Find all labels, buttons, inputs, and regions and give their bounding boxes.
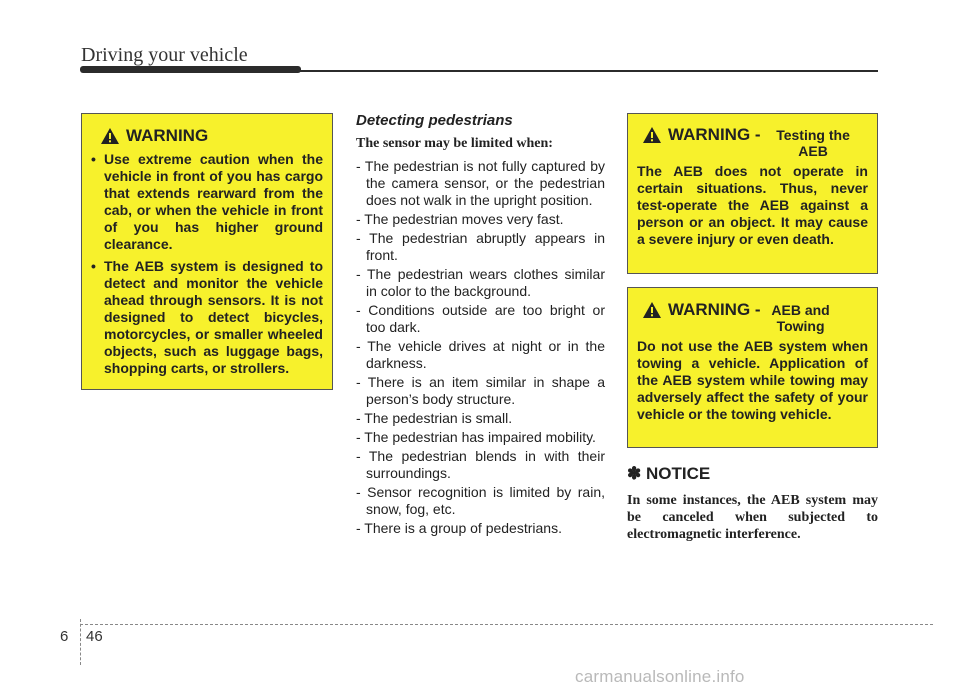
list-item: - The pedestrian is small. — [356, 410, 513, 426]
watermark-text: carmanualsonline.info — [575, 667, 745, 686]
warning-text: Do not use the AEB system when towing a vehicle. Application of the AEB system while towing may adversely affect the safety of your vehicle or the towing vehicle. — [637, 338, 868, 422]
warning-heading — [637, 125, 868, 159]
list-item: - The pedestrian blends in with their surroundings. — [356, 448, 605, 481]
list-item: - There is an item similar in shape a person’s body structure. — [356, 374, 605, 407]
warning-box-testing-aeb — [627, 113, 878, 274]
warning-triangle-icon — [642, 126, 662, 144]
warning-subheading: AEB and Towing — [771, 302, 830, 334]
list-item: - The pedestrian is not fully captured by the camera sensor, or the pedestrian does not walk in the upright position. — [356, 158, 605, 208]
list-item: - There is a group of pedestrians. — [356, 520, 562, 536]
list-item: - Sensor recognition is limited by rain, snow, fog, etc. — [356, 484, 605, 517]
chapter-number: 6 — [60, 628, 69, 645]
warning-box-towing — [627, 287, 878, 448]
list-item: - The pedestrian moves very fast. — [356, 211, 564, 227]
section-title: Detecting pedestrians — [356, 112, 513, 129]
warning-label: WARNING — [126, 126, 209, 145]
warning-heading — [637, 300, 868, 334]
warning-text: The AEB does not operate in certain situations. Thus, never test-operate the AEB against a person or an object. It may cause a severe injury or even death. — [637, 163, 868, 247]
warning-heading — [91, 126, 323, 146]
notice-text: In some instances, the AEB system may be canceled when subjected to electromagnetic interference. — [627, 493, 878, 542]
list-item: - Conditions outside are too bright or too dark. — [356, 302, 605, 335]
notice-section — [627, 464, 878, 543]
limitation-list — [356, 158, 605, 537]
header-rule-thick — [80, 66, 301, 73]
warning-label: WARNING - — [668, 300, 761, 319]
warning-bullet-list — [91, 151, 323, 377]
warning-label: WARNING - — [668, 125, 761, 144]
page-header-title: Driving your vehicle — [81, 44, 248, 66]
detecting-pedestrians-section — [356, 112, 605, 539]
section-intro: The sensor may be limited when: — [356, 136, 553, 151]
list-item: - The pedestrian abruptly appears in front. — [356, 230, 605, 263]
warning-subheading: Testing the AEB — [776, 127, 850, 159]
warning-triangle-icon — [642, 301, 662, 319]
notice-heading — [627, 464, 878, 484]
page-number: 46 — [86, 628, 103, 645]
warning-bullet: • The AEB system is designed to detect and monitor the vehicle ahead through sensors. It is not designed to detect bicycles, motorcycles, or smaller wheeled objects, such as luggage bags, shopping carts, or strollers. — [91, 258, 323, 377]
list-item: - The pedestrian wears clothes similar in color to the background. — [356, 266, 605, 299]
list-item: - The pedestrian has impaired mobility. — [356, 429, 596, 445]
warning-bullet: • Use extreme caution when the vehicle in front of you has cargo that extends rearward from the cab, or when the vehicle in front of you has higher ground clearance. — [91, 151, 323, 253]
notice-asterisk-icon: ✽ — [627, 464, 642, 483]
footer-page-divider — [80, 619, 81, 665]
footer-rule — [80, 624, 933, 625]
header-rule-thin — [300, 70, 878, 72]
notice-label: NOTICE — [645, 464, 711, 483]
list-item: - The vehicle drives at night or in the darkness. — [356, 338, 605, 371]
warning-box-cargo-clearance — [81, 113, 333, 390]
warning-triangle-icon — [100, 127, 120, 145]
